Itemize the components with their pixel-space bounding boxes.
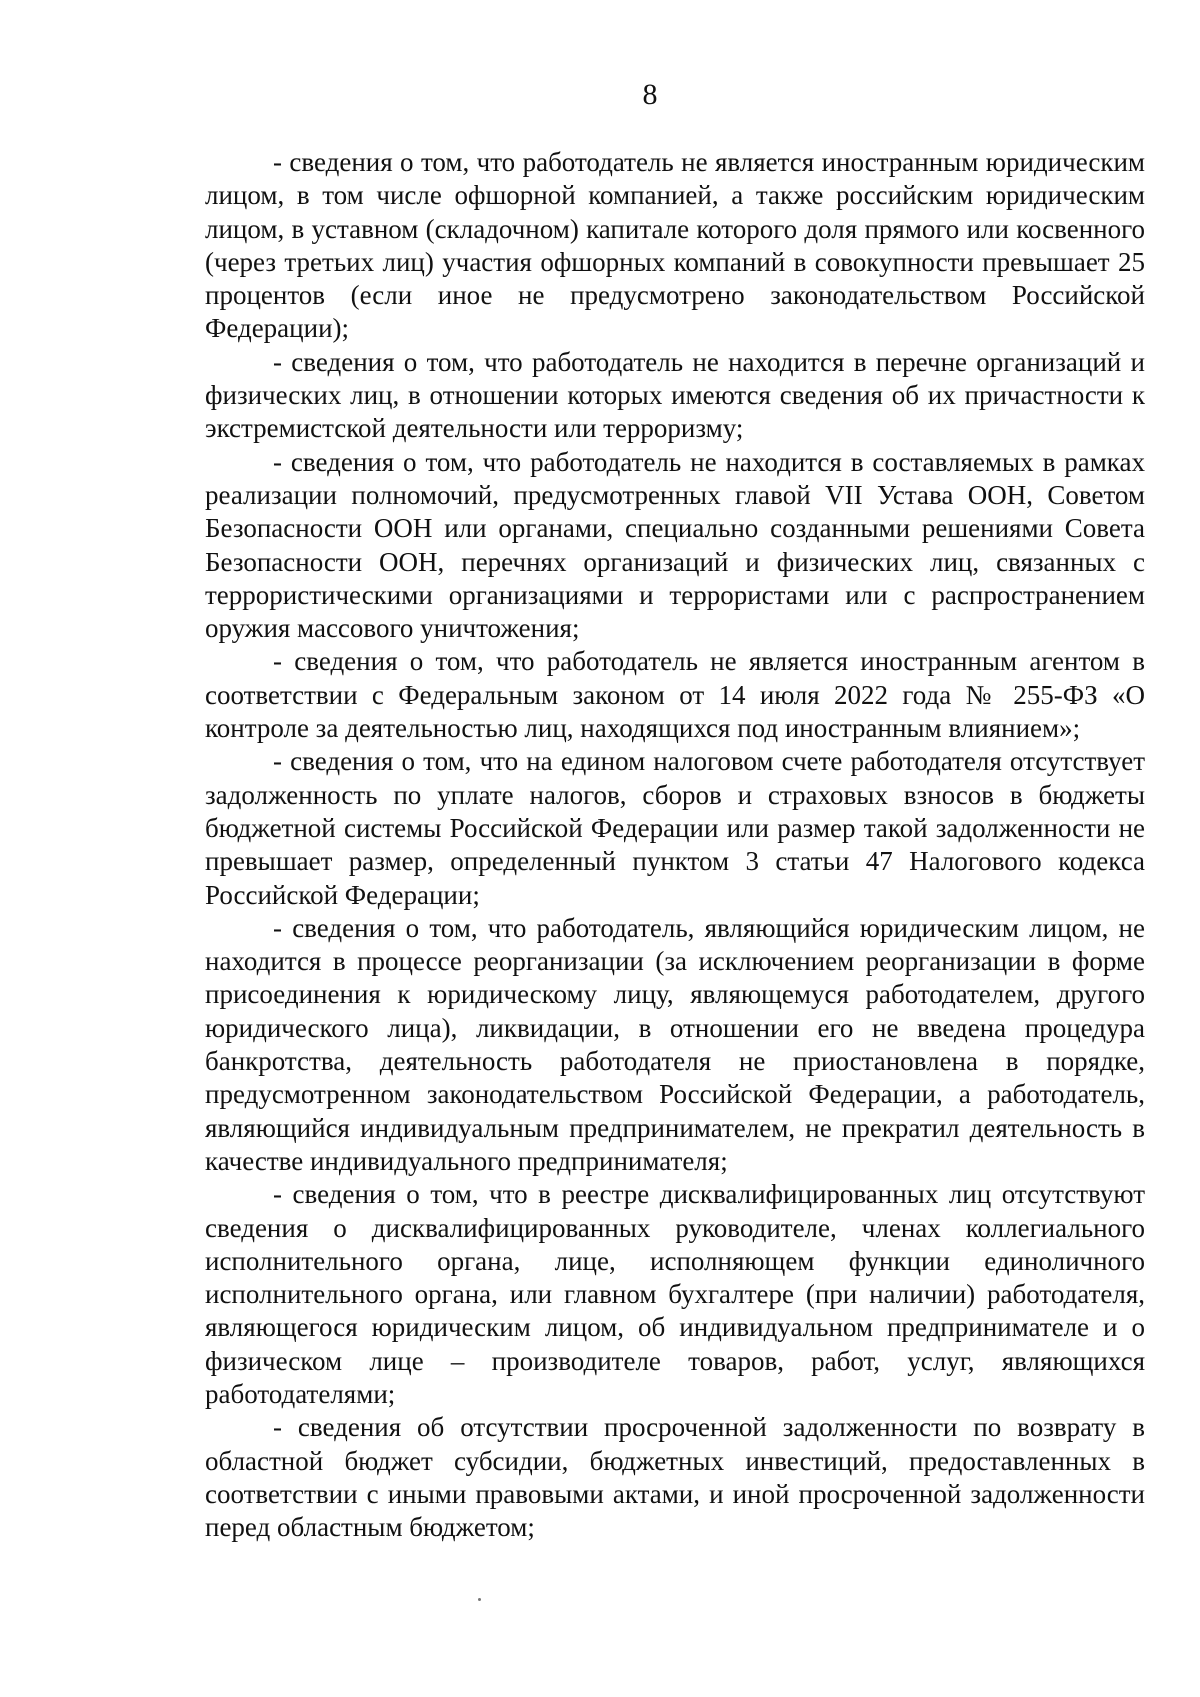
paragraph-overdue-debt: - сведения об отсутствии просроченной задолженности по возврату в областной бюджет субсидии, бюджетных инвестиций, предоставленных в соответствии с иными правовыми актами, и иной просроченной задолженности перед областным бюджетом; bbox=[205, 1412, 1145, 1543]
paragraph-offshore: - сведения о том, что работодатель не является иностранным юридическим лицом, в том числе офшорной компанией, а также российским юридическим лицом, в уставном (складочном) капитале которого доля прямого или косвенного (через третьих лиц) участия офшорных компаний в совокупности превышает 25 процентов (если иное не предусмотрено законодательством Российской Федерации); bbox=[205, 147, 1145, 344]
scan-speck bbox=[478, 1598, 481, 1601]
paragraph-disqualified-persons: - сведения о том, что в реестре дисквалифицированных лиц отсутствуют сведения о дисквалифицированных руководителе, членах коллегиального исполнительного органа, лице, исполняющем функции единоличного исполнительного органа, или главном бухгалтере (при наличии) работодателя, являющегося юридическим лицом, об индивидуальном предпринимателе и о физическом лице – производителе товаров, работ, услуг, являющихся работодателями; bbox=[205, 1179, 1145, 1409]
document-body bbox=[205, 146, 1145, 1544]
paragraph-reorganization: - сведения о том, что работодатель, являющийся юридическим лицом, не находится в процессе реорганизации (за исключением реорганизации в форме присоединения к юридическому лицу, являющемуся работодателем, другого юридического лица), ликвидации, в отношении его не введена процедура банкротства, деятельность работодателя не приостановлена в порядке, предусмотренном законодательством Российской Федерации, а работодатель, являющийся индивидуальным предпринимателем, не прекратил деятельность в качестве индивидуального предпринимателя; bbox=[205, 912, 1145, 1176]
page-number: 8 bbox=[642, 78, 658, 111]
paragraph-un-security-council: - сведения о том, что работодатель не находится в составляемых в рамках реализации полномочий, предусмотренных главой VII Устава ООН, Советом Безопасности ООН или органами, специально созданными решениями Совета Безопасности ООН, перечнях организаций и физических лиц, связанных с террористическими организациями и террористами или с распространением оружия массового уничтожения; bbox=[205, 446, 1145, 644]
paragraph-foreign-agent: - сведения о том, что работодатель не является иностранным агентом в соответствии с Федеральным законом от 14 июля 2022 года № 255-ФЗ «О контроле за деятельностью лиц, находящихся под иностранным влиянием»; bbox=[205, 646, 1145, 744]
paragraph-tax-debt: - сведения о том, что на едином налоговом счете работодателя отсутствует задолженность по уплате налогов, сборов и страховых взносов в бюджеты бюджетной системы Российской Федерации или размер такой задолженности не превышает размер, определенный пунктом 3 статьи 47 Налогового кодекса Российской Федерации; bbox=[205, 746, 1145, 910]
paragraph-extremism-list: - сведения о том, что работодатель не находится в перечне организаций и физических лиц, в отношении которых имеются сведения об их причастности к экстремистской деятельности или терроризму; bbox=[205, 346, 1145, 444]
